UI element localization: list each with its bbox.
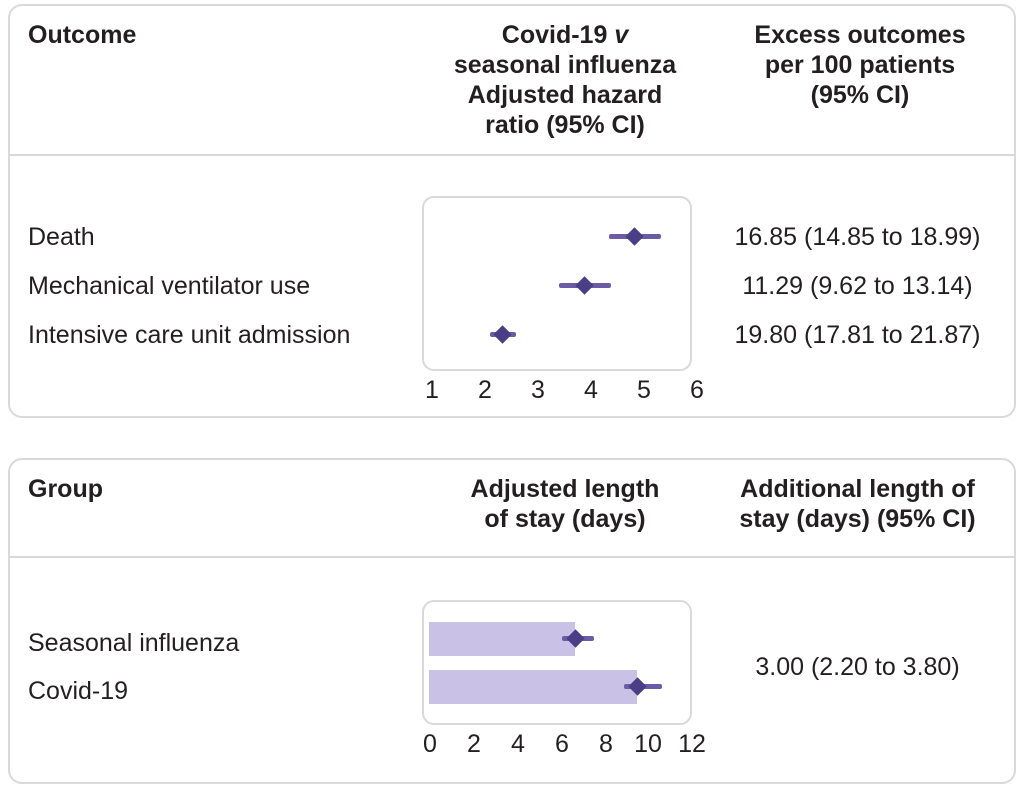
value-death: 16.85 (14.85 to 18.99) xyxy=(734,223,981,251)
panel-b-header-divider xyxy=(10,556,1014,558)
hazard-ratio-panel xyxy=(8,4,1016,418)
forest-plot-box xyxy=(422,196,692,371)
axis-tick-a-2: 2 xyxy=(478,376,492,404)
axis-tick-b-4: 4 xyxy=(511,730,525,758)
los-header-line2: of stay (days) xyxy=(484,505,646,533)
axis-tick-a-3: 3 xyxy=(531,376,545,404)
column-header-adjusted-los xyxy=(420,474,710,534)
axis-tick-b-10: 10 xyxy=(634,730,662,758)
hazard-header-line2: seasonal influenza xyxy=(453,51,677,79)
column-header-excess-outcomes xyxy=(715,20,1005,110)
axis-tick-b-6: 6 xyxy=(555,730,569,758)
axis-tick-b-12: 12 xyxy=(678,730,706,758)
hazard-header-versus: v xyxy=(614,21,629,49)
row-label-death: Death xyxy=(28,223,95,251)
column-header-group: Group xyxy=(28,475,103,503)
excess-header-line3: (95% CI) xyxy=(810,81,910,109)
length-of-stay-plot-box xyxy=(422,600,692,725)
axis-tick-a-4: 4 xyxy=(584,376,598,404)
bar-covid19 xyxy=(429,670,637,704)
axis-tick-b-0: 0 xyxy=(423,730,437,758)
hazard-header-line3: Adjusted hazard xyxy=(467,81,663,109)
ci-point-icu xyxy=(493,325,511,343)
row-label-ventilator: Mechanical ventilator use xyxy=(28,272,311,300)
additional-header-line2: stay (days) (95% CI) xyxy=(739,505,976,533)
ci-point-death xyxy=(625,227,643,245)
hazard-header-line4: ratio (95% CI) xyxy=(485,111,645,139)
excess-header-line2: per 100 patients xyxy=(764,51,956,79)
bar-seasonal-influenza xyxy=(429,622,575,656)
axis-tick-b-8: 8 xyxy=(599,730,613,758)
row-label-covid19: Covid-19 xyxy=(28,677,129,705)
column-header-outcome: Outcome xyxy=(28,21,137,49)
value-ventilator: 11.29 (9.62 to 13.14) xyxy=(742,272,973,300)
panel-a-body xyxy=(10,6,1014,416)
axis-tick-a-1: 1 xyxy=(425,376,439,404)
axis-tick-b-2: 2 xyxy=(467,730,481,758)
length-of-stay-panel xyxy=(8,458,1016,784)
additional-header-line1: Additional length of xyxy=(740,475,975,503)
los-header-line1: Adjusted length xyxy=(470,475,660,503)
row-label-seasonal-influenza: Seasonal influenza xyxy=(28,629,240,657)
axis-tick-a-5: 5 xyxy=(637,376,651,404)
axis-tick-a-6: 6 xyxy=(690,376,704,404)
row-label-icu: Intensive care unit admission xyxy=(28,321,351,349)
panel-a-header-divider xyxy=(10,154,1014,156)
excess-header-line1: Excess outcomes xyxy=(754,21,966,49)
value-icu: 19.80 (17.81 to 21.87) xyxy=(734,321,981,349)
panel-b-body xyxy=(10,460,1014,782)
column-header-hazard-ratio xyxy=(420,20,710,140)
column-header-additional-los xyxy=(710,474,1005,534)
hazard-header-line1: Covid-19 xyxy=(501,21,615,49)
ci-point-ventilator xyxy=(575,276,593,294)
value-additional-length-of-stay: 3.00 (2.20 to 3.80) xyxy=(755,653,960,681)
